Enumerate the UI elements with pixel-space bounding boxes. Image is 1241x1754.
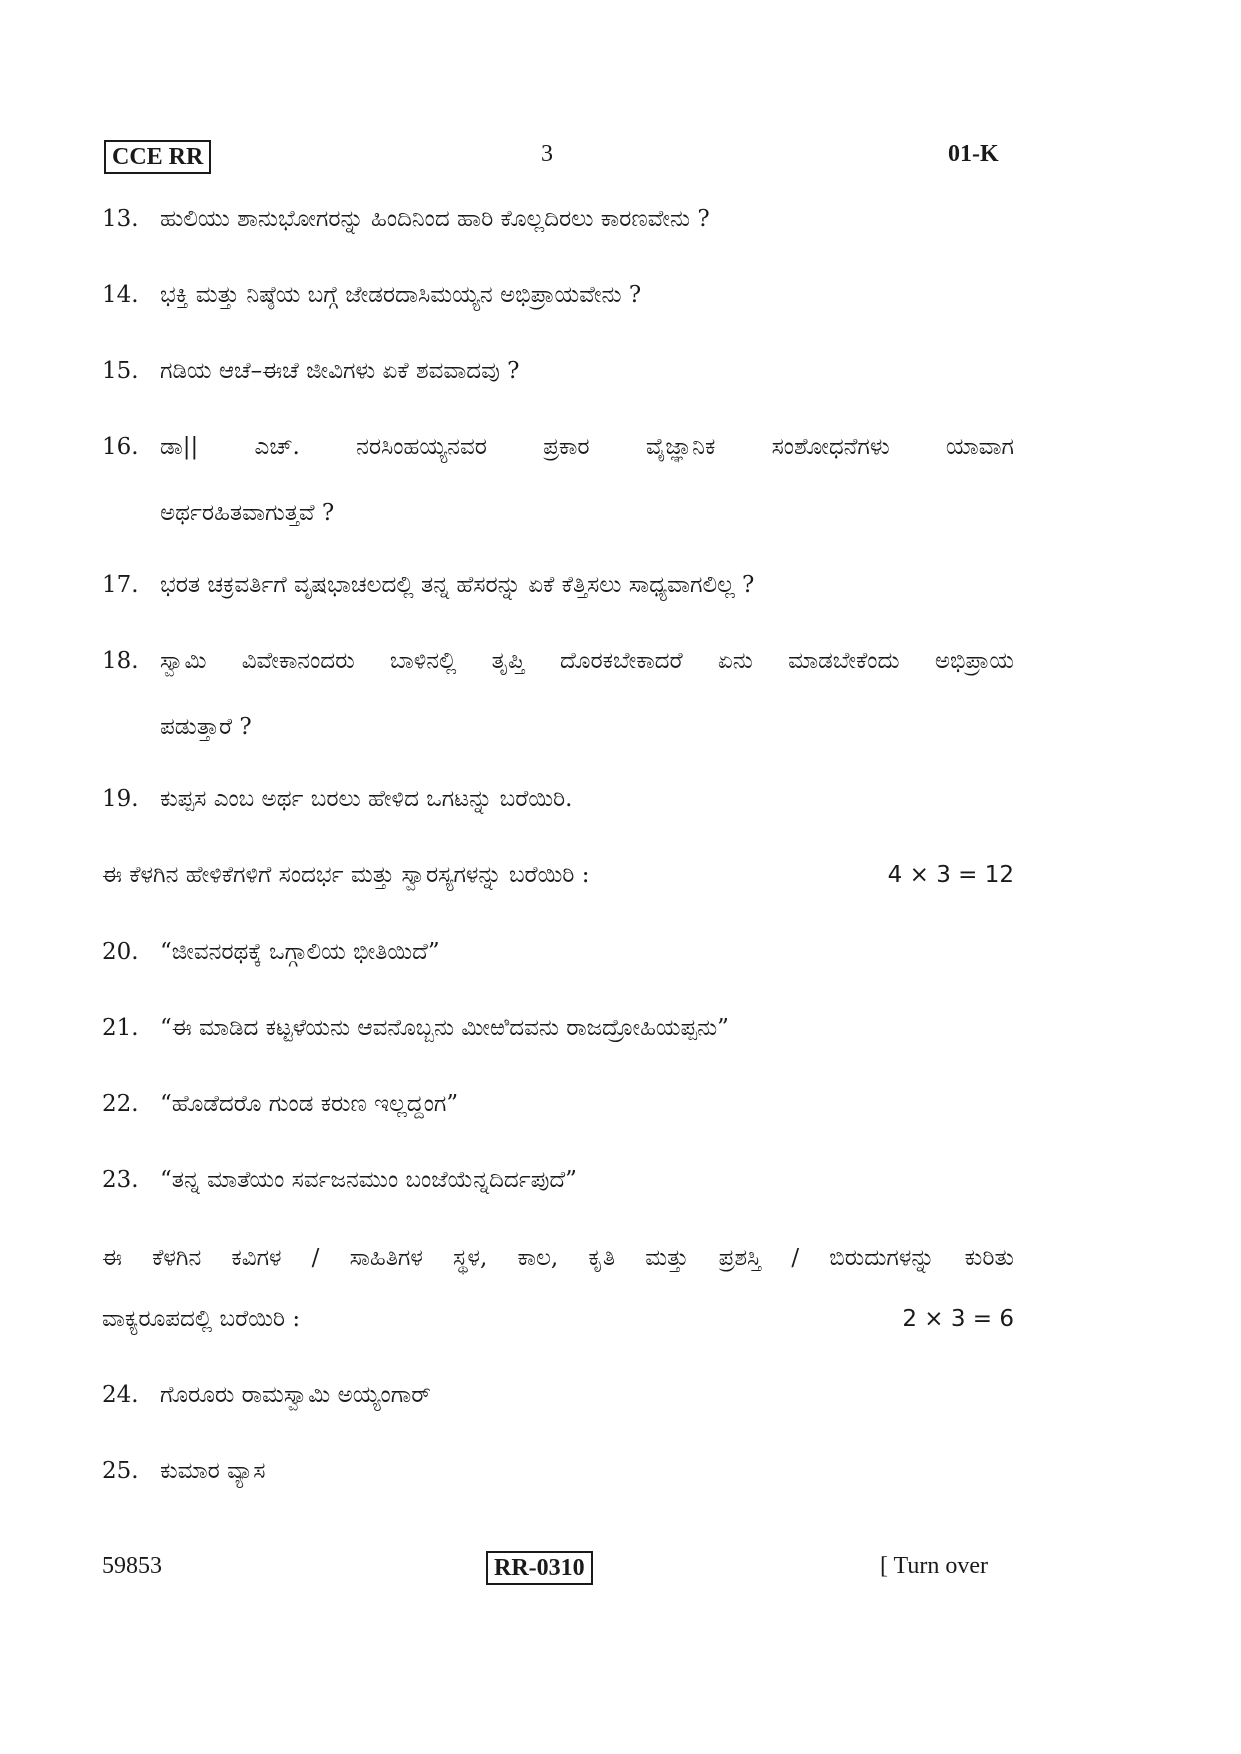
question-16 xyxy=(102,432,1014,528)
question-22 xyxy=(102,1089,1014,1119)
question-text-continued: ಪಡುತ್ತಾರೆ ? xyxy=(160,714,252,740)
question-text: ಭಕ್ತಿ ಮತ್ತು ನಿಷ್ಠೆಯ ಬಗ್ಗೆ ಜೇಡರದಾಸಿಮಯ್ಯನ ಅಭಿಪ್ರಾಯವೇನು ? xyxy=(160,282,642,308)
question-text: “ತನ್ನ ಮಾತೆಯಂ ಸರ್ವಜನಮುಂ ಬಂಜೆಯೆನ್ನದಿರ್ದಪುದೆ” xyxy=(160,1167,577,1193)
question-text: ಗೊರೂರು ರಾಮಸ್ವಾಮಿ ಅಯ್ಯಂಗಾರ್ xyxy=(160,1382,431,1408)
question-number: 15. xyxy=(102,358,139,384)
section-instruction-context xyxy=(102,860,1014,890)
header-left-code: CCE RR xyxy=(104,140,211,174)
header-right-code: 01-K xyxy=(948,141,999,167)
question-number: 13. xyxy=(102,206,139,232)
question-text: ಕುಮಾರ ವ್ಯಾಸ xyxy=(160,1458,266,1484)
question-24 xyxy=(102,1380,1014,1410)
question-number: 24. xyxy=(102,1382,139,1408)
question-18 xyxy=(102,646,1014,742)
question-text: “ಜೀವನರಥಕ್ಕೆ ಒಗ್ಗಾಲಿಯ ಭೀತಿಯಿದೆ” xyxy=(160,939,440,965)
question-21 xyxy=(102,1013,1014,1043)
question-14 xyxy=(102,280,1014,310)
marks-allocation: 4 × 3 = 12 xyxy=(887,862,1014,888)
question-number: 16. xyxy=(102,434,139,460)
question-text: ಭರತ ಚಕ್ರವರ್ತಿಗೆ ವೃಷಭಾಚಲದಲ್ಲಿ ತನ್ನ ಹೆಸರನ್ನು ಏಕೆ ಕೆತ್ತಿಸಲು ಸಾಧ್ಯವಾಗಲಿಲ್ಲ ? xyxy=(160,572,755,598)
question-number: 22. xyxy=(102,1091,139,1117)
turn-over-text: [ Turn over xyxy=(880,1553,989,1579)
question-text-continued: ಅರ್ಥರಹಿತವಾಗುತ್ತವೆ ? xyxy=(160,500,335,526)
question-text: ಹುಲಿಯು ಶಾನುಭೋಗರನ್ನು ಹಿಂದಿನಿಂದ ಹಾರಿ ಕೊಲ್ಲದಿರಲು ಕಾರಣವೇನು ? xyxy=(160,206,710,232)
question-13 xyxy=(102,204,1014,234)
question-text: ಕುಪ್ಪಸ ಎಂಬ ಅರ್ಥ ಬರಲು ಹೇಳಿದ ಒಗಟನ್ನು ಬರೆಯಿರಿ. xyxy=(160,786,573,812)
question-text: ಸ್ವಾಮಿ ವಿವೇಕಾನಂದರು ಬಾಳಿನಲ್ಲಿ ತೃಪ್ತಿ ದೊರಕಬೇಕಾದರೆ ಏನು ಮಾಡಬೇಕೆಂದು ಅಭಿಪ್ರಾಯ xyxy=(160,648,1014,674)
question-19 xyxy=(102,784,1014,814)
footer-left-code: 59853 xyxy=(102,1553,162,1579)
question-number: 19. xyxy=(102,786,139,812)
question-20 xyxy=(102,937,1014,967)
question-15 xyxy=(102,356,1014,386)
question-number: 14. xyxy=(102,282,139,308)
question-text: “ಹೊಡೆದರೊ ಗುಂಡ ಕರುಣ ಇಲ್ಲದ್ದಂಗ” xyxy=(160,1091,459,1117)
question-number: 21. xyxy=(102,1015,139,1041)
question-23 xyxy=(102,1165,1014,1195)
instruction-text-line1: ಈ ಕೆಳಗಿನ ಕವಿಗಳ / ಸಾಹಿತಿಗಳ ಸ್ಥಳ, ಕಾಲ, ಕೃತಿ ಮತ್ತು ಪ್ರಶಸ್ತಿ / ಬಿರುದುಗಳನ್ನು ಕುರಿತು xyxy=(102,1245,1014,1271)
question-number: 17. xyxy=(102,572,139,598)
section-instruction-authors xyxy=(102,1243,1014,1273)
question-text: ಡಾ|| ಎಚ್. ನರಸಿಂಹಯ್ಯನವರ ಪ್ರಕಾರ ವೈಜ್ಞಾನಿಕ ಸಂಶೋಧನೆಗಳು ಯಾವಾಗ xyxy=(160,434,1014,460)
question-number: 18. xyxy=(102,648,139,674)
question-number: 20. xyxy=(102,939,139,965)
marks-allocation: 2 × 3 = 6 xyxy=(902,1306,1014,1332)
page-number: 3 xyxy=(541,141,553,167)
question-number: 25. xyxy=(102,1458,139,1484)
question-text: “ಈ ಮಾಡಿದ ಕಟ್ಟಳೆಯನು ಆವನೊಬ್ಬನು ಮೀಱಿದವನು ರಾಜದ್ರೋಹಿಯಪ್ಪನು” xyxy=(160,1015,729,1041)
question-17 xyxy=(102,570,1014,600)
instruction-text-line2: ವಾಕ್ಯರೂಪದಲ್ಲಿ ಬರೆಯಿರಿ : xyxy=(102,1306,301,1332)
question-25 xyxy=(102,1456,1014,1486)
section-instruction-authors-line2 xyxy=(102,1304,1014,1334)
footer-center-code: RR-0310 xyxy=(486,1551,593,1585)
question-number: 23. xyxy=(102,1167,139,1193)
instruction-text: ಈ ಕೆಳಗಿನ ಹೇಳಿಕೆಗಳಿಗೆ ಸಂದರ್ಭ ಮತ್ತು ಸ್ವಾರಸ್ಯಗಳನ್ನು ಬರೆಯಿರಿ : xyxy=(102,862,590,888)
question-text: ಗಡಿಯ ಆಚೆ–ಈಚೆ ಜೀವಿಗಳು ಏಕೆ ಶವವಾದವು ? xyxy=(160,358,520,384)
